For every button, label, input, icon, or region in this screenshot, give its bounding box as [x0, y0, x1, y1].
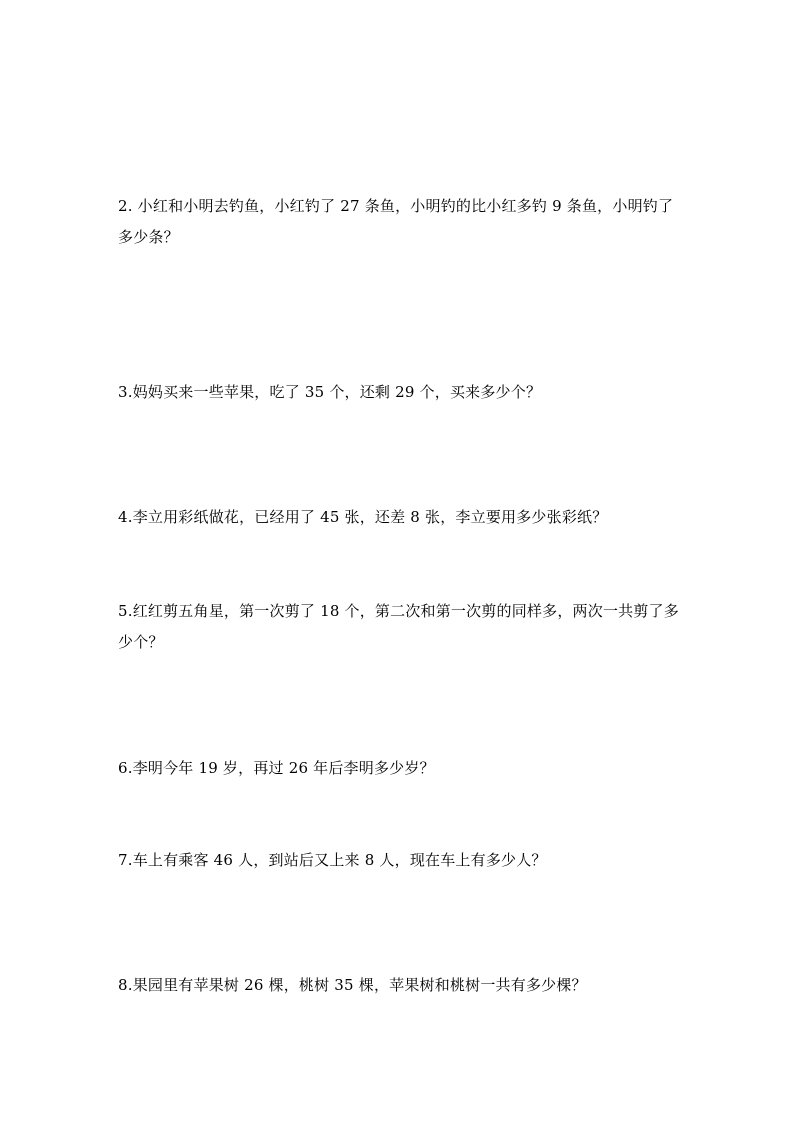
question-6: 6.李明今年 19 岁，再过 26 年后李明多少岁？ [118, 759, 435, 777]
question-4: 4.李立用彩纸做花，已经用了 45 张，还差 8 张，李立要用多少张彩纸？ [118, 508, 608, 526]
question-7: 7.车上有乘客 46 人，到站后又上来 8 人，现在车上有多少人？ [118, 851, 547, 869]
question-3: 3.妈妈买来一些苹果，吃了 35 个，还剩 29 个，买来多少个？ [118, 383, 542, 401]
question-5: 5.红红剪五角星，第一次剪了 18 个，第二次和第一次剪的同样多，两次一共剪了多少个？ [118, 602, 679, 651]
question-8: 8.果园里有苹果树 26 棵，桃树 35 棵，苹果树和桃树一共有多少棵？ [118, 976, 587, 994]
question-2: 2. 小红和小明去钓鱼，小红钓了 27 条鱼，小明钓的比小红多钓 9 条鱼，小明钓了多少条？ [118, 197, 674, 246]
